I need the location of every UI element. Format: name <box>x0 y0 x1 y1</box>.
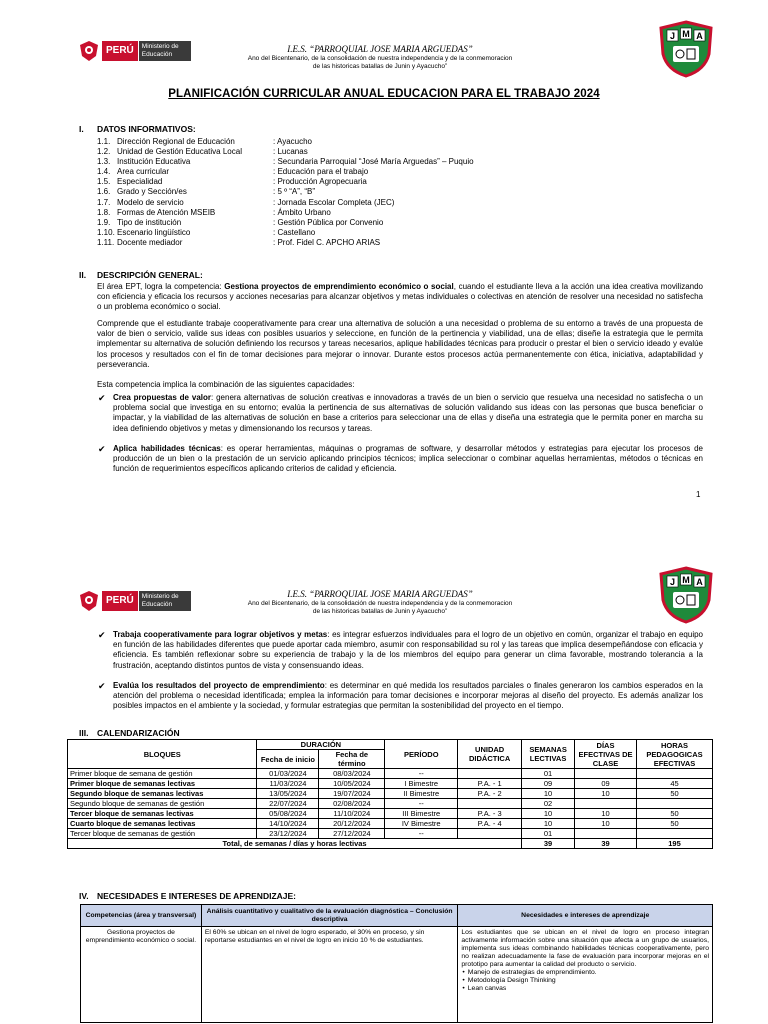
peru-label: PERÚ <box>102 591 138 611</box>
cell-periodo: IV Bimestre <box>385 819 458 829</box>
year-motto-line-1: Ano del Bicentenario, de la consolidación de nuestra independencia y de la conmemoracion <box>247 600 513 607</box>
cell-horas <box>636 769 712 779</box>
cell-periodo: -- <box>385 829 458 839</box>
description-p1-post: , cuando el estudiante lleva a la acción una idea creativa movilizando con eficiencia y eficacia los recursos y acciones necesarias para alcanzar objetivos y metas individuales o colectivas en atención de resolver una necesidad no satisfecha o un problema económico o social. <box>97 282 703 312</box>
info-row <box>97 167 657 177</box>
list-item: • Lean canvas <box>469 985 709 993</box>
cell-dias <box>575 799 637 809</box>
header-competencias: Competencias (área y transversal) <box>81 905 202 927</box>
page-number: 1 <box>696 490 701 499</box>
info-value: : Jornada Escolar Completa (JEC) <box>273 197 395 207</box>
info-key: Dirección Regional de Educación <box>117 137 235 146</box>
peru-label: PERÚ <box>102 41 138 61</box>
info-number: 1.7. <box>97 197 111 207</box>
capacity-description: : es operar herramientas, máquinas o programas de software, y desarrollar métodos y estrategias para ejecutar los procesos de producción de un bien o la prestación de un servicio aplicando principios técnicos; implica seleccionar o combinar aquellas herramientas, métodos o técnicas en función de requerimientos específicos aplicando criterios de calidad y eficiencia. <box>113 444 703 474</box>
header-horas: HORAS PEDAGOGICAS EFECTIVAS <box>636 740 712 769</box>
info-row <box>97 228 657 238</box>
crest-letter-j: J <box>669 577 676 587</box>
section-1-number: I. <box>79 124 84 134</box>
ministry-logo <box>78 40 191 62</box>
cell-dias: 10 <box>575 819 637 829</box>
info-row <box>97 137 657 147</box>
cell-termino: 02/08/2024 <box>319 799 385 809</box>
capacity-item <box>98 444 703 475</box>
capacity-item <box>98 393 703 434</box>
cell-horas <box>636 829 712 839</box>
info-row <box>97 238 657 248</box>
cell-inicio: 01/03/2024 <box>257 769 319 779</box>
crest-letter-a: A <box>696 577 703 587</box>
header-duracion: DURACIÓN <box>257 740 385 750</box>
cell-bloque: Cuarto bloque de semanas lectivas <box>68 819 257 829</box>
info-key: Tipo de institución <box>117 217 182 227</box>
capacity-name: Trabaja cooperativamente para lograr objetivos y metas <box>113 630 328 639</box>
capacity-name: Crea propuestas de valor <box>113 393 211 402</box>
cell-unidad: P.A. - 2 <box>458 789 522 799</box>
description-paragraph-1 <box>97 282 703 313</box>
header-termino: Fecha de término <box>319 750 385 769</box>
cell-dias: 10 <box>575 809 637 819</box>
total-row <box>68 839 713 849</box>
cell-bloque: Segundo bloque de semanas de gestión <box>68 799 257 809</box>
info-value: : Educación para el trabajo <box>273 167 369 177</box>
total-horas: 195 <box>636 839 712 849</box>
capacity-description: : es determinar en qué medida los resultados parciales o finales generaron los cambios esperados en la atención del problema o necesidad identificada; emplea la información para tomar decisiones e incorporar mejoras al diseño del proyecto. Es además analizar los posibles impactos en el ambiente y la sociedad, y formular estrategias que permitan la sostenibilidad del proyecto en el tiempo. <box>113 681 704 711</box>
cell-inicio: 22/07/2024 <box>257 799 319 809</box>
info-key: Especialidad <box>117 177 163 187</box>
info-number: 1.10. <box>97 227 115 237</box>
info-row <box>97 147 657 157</box>
cell-bloque: Primer bloque de semanas lectivas <box>68 779 257 789</box>
list-item: • Manejo de estrategias de emprendimiento. <box>469 969 709 977</box>
info-value: : Prof. Fidel C. APCHO ARIAS <box>273 237 381 247</box>
competencia-cell: Gestiona proyectos de emprendimiento económico o social. <box>81 927 202 1023</box>
section-4-label: NECESIDADES E INTERESES DE APRENDIZAJE: <box>97 891 296 901</box>
header-analisis: Análisis cuantitativo y cualitativo de la evaluación diagnóstica – Conclusión descriptiva <box>201 905 458 927</box>
info-row <box>97 198 657 208</box>
total-semanas: 39 <box>522 839 575 849</box>
cell-semanas: 09 <box>522 779 575 789</box>
cell-termino: 11/10/2024 <box>319 809 385 819</box>
table-row <box>68 819 713 829</box>
table-row <box>68 799 713 809</box>
cell-termino: 20/12/2024 <box>319 819 385 829</box>
cell-horas: 45 <box>636 779 712 789</box>
cell-unidad: P.A. - 4 <box>458 819 522 829</box>
cell-periodo: -- <box>385 769 458 779</box>
info-row <box>97 177 657 187</box>
info-number: 1.1. <box>97 137 111 146</box>
cell-inicio: 11/03/2024 <box>257 779 319 789</box>
info-key: Institución Educativa <box>117 157 191 167</box>
table-row <box>68 829 713 839</box>
peru-shield-icon <box>78 40 100 62</box>
cell-dias <box>575 829 637 839</box>
table-row <box>68 779 713 789</box>
info-key: Formas de Atención MSEIB <box>117 207 216 217</box>
info-number: 1.11. <box>97 237 115 247</box>
header-semanas: SEMANAS LECTIVAS <box>522 740 575 769</box>
cell-inicio: 14/10/2024 <box>257 819 319 829</box>
info-value: : Gestión Pública por Convenio <box>273 217 384 227</box>
cell-inicio: 23/12/2024 <box>257 829 319 839</box>
competency-name: Gestiona proyectos de emprendimiento económico o social <box>224 282 454 291</box>
cell-unidad <box>458 799 522 809</box>
info-value: : Ámbito Urbano <box>273 207 331 217</box>
cell-dias: 10 <box>575 789 637 799</box>
ministerio-label: Ministerio de Educación <box>139 591 191 611</box>
description-paragraph-3: Esta competencia implica la combinación de las siguientes capacidades: <box>97 380 355 389</box>
cell-periodo: I Bimestre <box>385 779 458 789</box>
crest-letter-m: M <box>682 575 690 585</box>
header-unidad: UNIDAD DIDÁCTICA <box>458 740 522 769</box>
description-paragraph-2: Comprende que el estudiante trabaje cooperativamente para crear una alternativa de solución a una necesidad o problema de su entorno a través de una propuesta de valor de bien o servicio, valide sus ideas con posibles usuarios y seleccione, en función de la pertinencia y viabilidad, una de ellas; diseñe la estrategia que le permita implementar su alternativa de solución definiendo los recursos y tareas necesarios, aplique habilidades técnicas para producir o prestar el bien o servicio ideado y evalúe los procesos y resultados con el fin de tomar decisiones para mejorar o innovar. Durante estos procesos actúa permanentemente con ética, iniciativa, adaptabilidad y perseverancia. <box>97 319 703 369</box>
school-crest-icon <box>657 20 715 78</box>
page-header <box>0 0 768 70</box>
info-value: : Secundaria Parroquial “José María Arguedas” – Puquio <box>273 157 474 167</box>
capacity-description: : es integrar esfuerzos individuales para el logro de un objetivo en común, organizar el trabajo en equipo en función de las habilidades diferentes que puede aportar cada miembro, asumir con responsabilidad su rol y las tareas que implica desempeñándose con eficacia y eficiencia. Es también reflexionar sobre su experiencia de trabajo y la de los miembros del equipo para generar un clima favorable, mostrando tolerancia a la frustración, aceptando distintos puntos de vista y consensuando ideas. <box>113 630 703 670</box>
school-name: I.E.S. “PARROQUIAL JOSE MARIA ARGUEDAS” <box>287 589 473 599</box>
info-value: : Castellano <box>273 227 316 237</box>
cell-inicio: 05/08/2024 <box>257 809 319 819</box>
table-row <box>68 789 713 799</box>
section-2-number: II. <box>79 270 87 280</box>
info-value: : Producción Agropecuaria <box>273 177 367 187</box>
info-row <box>97 208 657 218</box>
crest-letter-a: A <box>696 31 703 41</box>
description-p1-pre: El área EPT, logra la competencia: <box>97 282 225 291</box>
cell-semanas: 01 <box>522 769 575 779</box>
checkmark-icon: ✔ <box>98 681 106 691</box>
cell-unidad: P.A. - 3 <box>458 809 522 819</box>
document-title: PLANIFICACIÓN CURRICULAR ANUAL EDUCACION PARA EL TRABAJO 2024 <box>168 88 600 100</box>
cell-unidad: P.A. - 1 <box>458 779 522 789</box>
cell-unidad <box>458 829 522 839</box>
year-motto <box>220 55 540 71</box>
cell-bloque: Tercer bloque de semanas de gestión <box>68 829 257 839</box>
info-row <box>97 157 657 167</box>
year-motto-line-1: Ano del Bicentenario, de la consolidación de nuestra independencia y de la conmemoracion <box>247 55 513 62</box>
cell-bloque: Tercer bloque de semanas lectivas <box>68 809 257 819</box>
cell-inicio: 13/05/2024 <box>257 789 319 799</box>
cell-semanas: 02 <box>522 799 575 809</box>
header-periodo: PERÍODO <box>385 740 458 769</box>
ministerio-label: Ministerio de Educación <box>139 41 191 61</box>
header-dias: DÍAS EFECTIVAS DE CLASE <box>575 740 637 769</box>
list-item: • Metodología Design Thinking <box>469 977 709 985</box>
info-number: 1.5. <box>97 177 111 187</box>
year-motto-line-2: de las historicas batallas de Junin y Ayacucho” <box>312 63 448 70</box>
info-row <box>97 218 657 228</box>
section-1-label: DATOS INFORMATIVOS: <box>97 124 196 134</box>
section-2-label: DESCRIPCIÓN GENERAL: <box>97 270 203 280</box>
calendar-table <box>67 739 713 849</box>
cell-periodo: III Bimestre <box>385 809 458 819</box>
info-key: Docente mediador <box>117 237 183 247</box>
capacity-description: : genera alternativas de solución creativas e innovadoras a través de un bien o servicio que resuelva una necesidad no satisfecha o un problema social que investiga en su entorno; evalúa la pertinencia de sus alternativas de solución validando sus ideas con las personas que busca beneficiar o impactar, y la viabilidad de las alternativas de solución en base a criterios para seleccionar una de ellas y diseña una estrategia que le permita poner en marcha su idea definiendo objetivos y metas y dimensionando los recursos y tareas. <box>113 393 703 433</box>
cell-semanas: 10 <box>522 809 575 819</box>
page-header <box>0 556 768 618</box>
info-number: 1.4. <box>97 167 111 177</box>
necesidades-text: Los estudiantes que se ubican en el nivel de logro en proceso integran activamente información sobre una situación que afecta a un grupo de usuarios, implementa sus ideas combinando habilidades técnicas cooperativamente, pero no realizan adecuadamente la fase de evaluación para incorporar mejoras en el prototipo para aumentar la calidad del producto o servicio. <box>461 929 709 968</box>
informative-data-list <box>97 137 657 248</box>
peru-shield-icon <box>78 590 100 612</box>
necesidades-cell <box>458 927 713 1023</box>
cell-horas: 50 <box>636 789 712 799</box>
cell-termino: 19/07/2024 <box>319 789 385 799</box>
info-key: Grado y Sección/es <box>117 187 187 197</box>
section-4-number: IV. <box>79 891 89 901</box>
capacity-name: Aplica habilidades técnicas <box>113 444 221 453</box>
cell-bloque: Segundo bloque de semanas lectivas <box>68 789 257 799</box>
table-row <box>68 809 713 819</box>
info-number: 1.8. <box>97 207 111 217</box>
year-motto <box>220 600 540 616</box>
cell-semanas: 01 <box>522 829 575 839</box>
total-dias: 39 <box>575 839 637 849</box>
info-key: Escenario lingüístico <box>117 227 191 237</box>
cell-unidad <box>458 769 522 779</box>
cell-dias: 09 <box>575 779 637 789</box>
cell-semanas: 10 <box>522 819 575 829</box>
info-value: : Ayacucho <box>273 137 312 146</box>
info-number: 1.3. <box>97 157 111 167</box>
checkmark-icon: ✔ <box>98 444 106 454</box>
section-3-label: CALENDARIZACIÓN <box>97 728 180 738</box>
header-bloques: BLOQUES <box>68 740 257 769</box>
ministry-logo <box>78 590 191 612</box>
cell-bloque: Primer bloque de semana de gestión <box>68 769 257 779</box>
needs-table <box>80 904 713 1023</box>
info-value: : Lucanas <box>273 147 308 157</box>
school-name: I.E.S. “PARROQUIAL JOSE MARIA ARGUEDAS” <box>287 44 473 54</box>
capacity-name: Evalúa los resultados del proyecto de emprendimiento <box>113 681 325 690</box>
info-key: Area curricular <box>117 167 170 177</box>
cell-periodo: -- <box>385 799 458 809</box>
needs-list <box>461 969 709 993</box>
checkmark-icon: ✔ <box>98 630 106 640</box>
cell-termino: 10/05/2024 <box>319 779 385 789</box>
total-label: Total, de semanas / días y horas lectivas <box>68 839 522 849</box>
crest-letter-m: M <box>682 29 690 39</box>
capacity-item <box>98 681 704 712</box>
header-inicio: Fecha de inicio <box>257 750 319 769</box>
cell-horas: 50 <box>636 819 712 829</box>
info-number: 1.2. <box>97 147 111 157</box>
school-crest-icon <box>657 566 715 624</box>
info-row <box>97 187 657 197</box>
year-motto-line-2: de las historicas batallas de Junin y Ayacucho” <box>312 608 448 615</box>
cell-semanas: 10 <box>522 789 575 799</box>
capacity-item <box>98 630 703 671</box>
cell-dias <box>575 769 637 779</box>
info-number: 1.9. <box>97 217 111 227</box>
cell-horas <box>636 799 712 809</box>
cell-termino: 08/03/2024 <box>319 769 385 779</box>
table-row <box>68 769 713 779</box>
section-3-number: III. <box>79 728 89 738</box>
info-key: Modelo de servicio <box>117 197 184 207</box>
checkmark-icon: ✔ <box>98 393 106 403</box>
cell-periodo: II Bimestre <box>385 789 458 799</box>
info-value: : 5 º “A”, “B” <box>273 187 316 197</box>
info-key: Unidad de Gestión Educativa Local <box>117 147 242 157</box>
info-number: 1.6. <box>97 187 111 197</box>
cell-horas: 50 <box>636 809 712 819</box>
cell-termino: 27/12/2024 <box>319 829 385 839</box>
analisis-cell: El 60% se ubican en el nivel de logro esperado, el 30% en proceso, y sin reportarse estudiantes en el nivel de logro en inicio 10 % de estudiantes. <box>201 927 458 1023</box>
crest-letter-j: J <box>669 31 676 41</box>
header-necesidades: Necesidades e intereses de aprendizaje <box>458 905 713 927</box>
